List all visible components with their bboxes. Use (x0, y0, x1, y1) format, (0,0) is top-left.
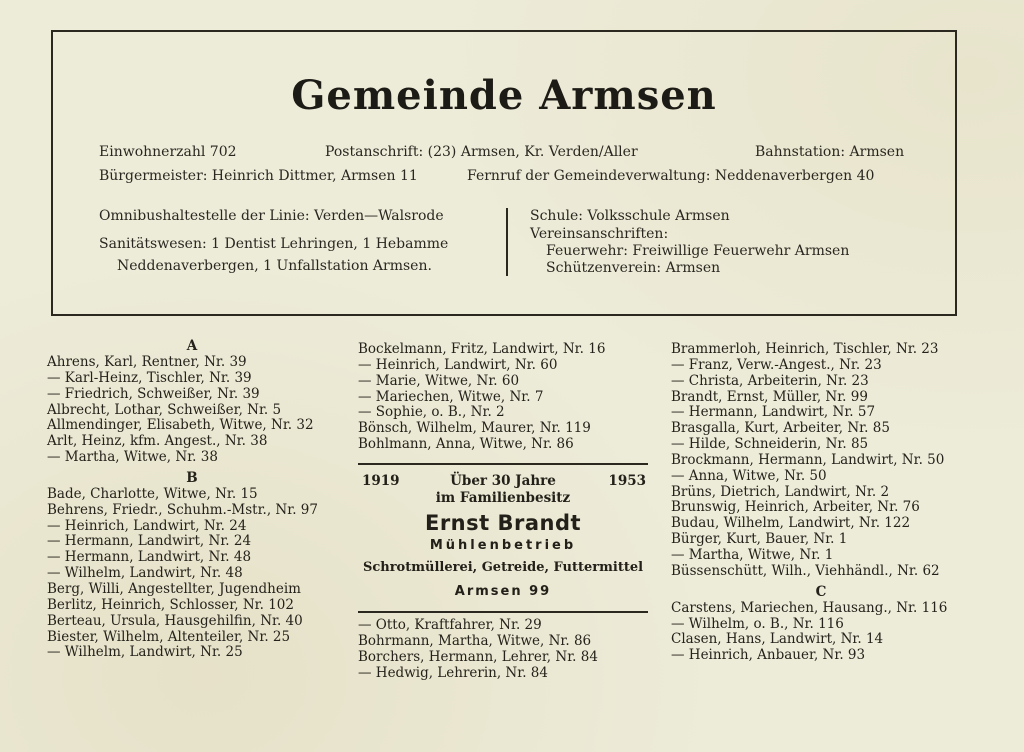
mayor-text: Bürgermeister: Heinrich Dittmer, Armsen 11 (99, 168, 418, 184)
municipality-info-box (51, 30, 957, 316)
resident-entry: Bohlmann, Anna, Witwe, Nr. 86 (358, 436, 574, 453)
resident-entry: — Christa, Arbeiterin, Nr. 23 (671, 372, 869, 389)
resident-entry: — Hedwig, Lehrerin, Nr. 84 (358, 664, 548, 681)
bus-stop-text: Omnibushaltestelle der Linie: Verden—Walsrode (99, 208, 444, 224)
resident-entry: — Hilde, Schneiderin, Nr. 85 (671, 436, 869, 453)
resident-entry: Brockmann, Hermann, Landwirt, Nr. 50 (671, 451, 945, 468)
resident-entry: Büssenschütt, Wilh., Viehhändl., Nr. 62 (671, 562, 940, 579)
residents-column-2-top (358, 342, 648, 453)
resident-entry: — Wilhelm, o. B., Nr. 116 (671, 615, 844, 632)
resident-entry: Brasgalla, Kurt, Arbeiter, Nr. 85 (671, 420, 890, 437)
fire-brigade-text: Feuerwehr: Freiwillige Feuerwehr Armsen (546, 243, 850, 259)
residents-column-1 (47, 338, 337, 661)
resident-entry: — Wilhelm, Landwirt, Nr. 48 (47, 565, 243, 582)
resident-entry: Bade, Charlotte, Witwe, Nr. 15 (47, 485, 258, 502)
shooting-club-text: Schützenverein: Armsen (546, 260, 721, 276)
resident-entry: Biester, Wilhelm, Altenteiler, Nr. 25 (47, 628, 291, 645)
resident-entry: — Hermann, Landwirt, Nr. 48 (47, 549, 252, 566)
resident-entry: — Sophie, o. B., Nr. 2 (358, 404, 505, 421)
resident-entry: — Wilhelm, Landwirt, Nr. 25 (47, 644, 243, 661)
ad-company-name: Ernst Brandt (424, 511, 582, 535)
section-letter: A (186, 338, 198, 354)
resident-entry: — Heinrich, Landwirt, Nr. 60 (358, 356, 558, 373)
ad-year-to: 1953 (608, 473, 646, 489)
resident-entry: Arlt, Heinz, kfm. Angest., Nr. 38 (47, 433, 268, 450)
resident-entry: Albrecht, Lothar, Schweißer, Nr. 5 (47, 401, 282, 418)
clubs-heading: Vereinsanschriften: (530, 226, 669, 242)
resident-entry: Brunswig, Heinrich, Arbeiter, Nr. 76 (671, 499, 920, 516)
ad-trade: Mühlenbetrieb (429, 538, 577, 553)
resident-entry: — Heinrich, Anbauer, Nr. 93 (671, 647, 866, 664)
population-text: Einwohnerzahl 702 (99, 144, 237, 160)
page-title: Gemeinde Armsen (291, 72, 717, 119)
resident-entry: — Otto, Kraftfahrer, Nr. 29 (358, 617, 542, 633)
ad-place: Armsen 99 (454, 584, 552, 599)
residents-column-3 (671, 342, 971, 664)
resident-entry: Carstens, Mariechen, Hausang., Nr. 116 (671, 599, 948, 616)
resident-entry: — Franz, Verw.-Angest., Nr. 23 (671, 356, 882, 373)
ad-headline: Über 30 Jahre (450, 473, 556, 489)
resident-entry: Allmendinger, Elisabeth, Witwe, Nr. 32 (47, 417, 314, 434)
resident-entry: — Mariechen, Witwe, Nr. 7 (358, 388, 544, 405)
section-letter: B (186, 469, 198, 486)
medical-text-line2: Neddenaverbergen, 1 Unfallstation Armsen. (117, 258, 432, 274)
ad-family-owned: im Familienbesitz (435, 490, 571, 506)
postal-address-text: Postanschrift: (23) Armsen, Kr. Verden/Aller (325, 144, 638, 160)
resident-entry: Brammerloh, Heinrich, Tischler, Nr. 23 (671, 341, 939, 357)
resident-entry: Ahrens, Karl, Rentner, Nr. 39 (47, 354, 247, 370)
resident-entry: — Heinrich, Landwirt, Nr. 24 (47, 517, 247, 534)
resident-entry: — Friedrich, Schweißer, Nr. 39 (47, 385, 260, 402)
resident-entry: Bönsch, Wilhelm, Maurer, Nr. 119 (358, 420, 591, 437)
resident-entry: — Karl-Heinz, Tischler, Nr. 39 (47, 369, 252, 386)
resident-entry: Bohrmann, Martha, Witwe, Nr. 86 (358, 632, 592, 649)
ad-goods: Schrotmüllerei, Getreide, Futtermittel (362, 560, 644, 575)
resident-entry: Brandt, Ernst, Müller, Nr. 99 (671, 388, 868, 405)
resident-entry: Budau, Wilhelm, Landwirt, Nr. 122 (671, 515, 911, 532)
info-divider (506, 208, 508, 276)
medical-text-line1: Sanitätswesen: 1 Dentist Lehringen, 1 Hebamme (99, 236, 449, 252)
resident-entry: — Anna, Witwe, Nr. 50 (671, 467, 827, 484)
section-letter: C (815, 583, 827, 600)
resident-entry: — Hermann, Landwirt, Nr. 24 (47, 533, 252, 550)
resident-entry: — Martha, Witwe, Nr. 1 (671, 546, 834, 563)
resident-entry: Berg, Willi, Angestellter, Jugendheim (47, 580, 301, 597)
resident-entry: Clasen, Hans, Landwirt, Nr. 14 (671, 631, 884, 648)
resident-entry: Behrens, Friedr., Schuhm.-Mstr., Nr. 97 (47, 501, 318, 518)
resident-entry: Borchers, Hermann, Lehrer, Nr. 84 (358, 648, 598, 665)
residents-column-2-bottom (358, 618, 648, 681)
resident-entry: — Hermann, Landwirt, Nr. 57 (671, 404, 876, 421)
phone-text: Fernruf der Gemeindeverwaltung: Neddenaverbergen 40 (467, 168, 875, 184)
resident-entry: Berteau, Ursula, Hausgehilfin, Nr. 40 (47, 612, 303, 629)
school-text: Schule: Volksschule Armsen (530, 208, 730, 224)
resident-entry: — Martha, Witwe, Nr. 38 (47, 449, 218, 466)
resident-entry: Brüns, Dietrich, Landwirt, Nr. 2 (671, 483, 890, 500)
resident-entry: — Marie, Witwe, Nr. 60 (358, 372, 520, 389)
resident-entry: Bockelmann, Fritz, Landwirt, Nr. 16 (358, 341, 606, 357)
resident-entry: Bürger, Kurt, Bauer, Nr. 1 (671, 531, 848, 548)
resident-entry: Berlitz, Heinrich, Schlosser, Nr. 102 (47, 596, 294, 613)
advertisement-ernst-brandt (358, 463, 648, 613)
ad-year-from: 1919 (362, 473, 400, 489)
railway-station-text: Bahnstation: Armsen (755, 144, 905, 160)
